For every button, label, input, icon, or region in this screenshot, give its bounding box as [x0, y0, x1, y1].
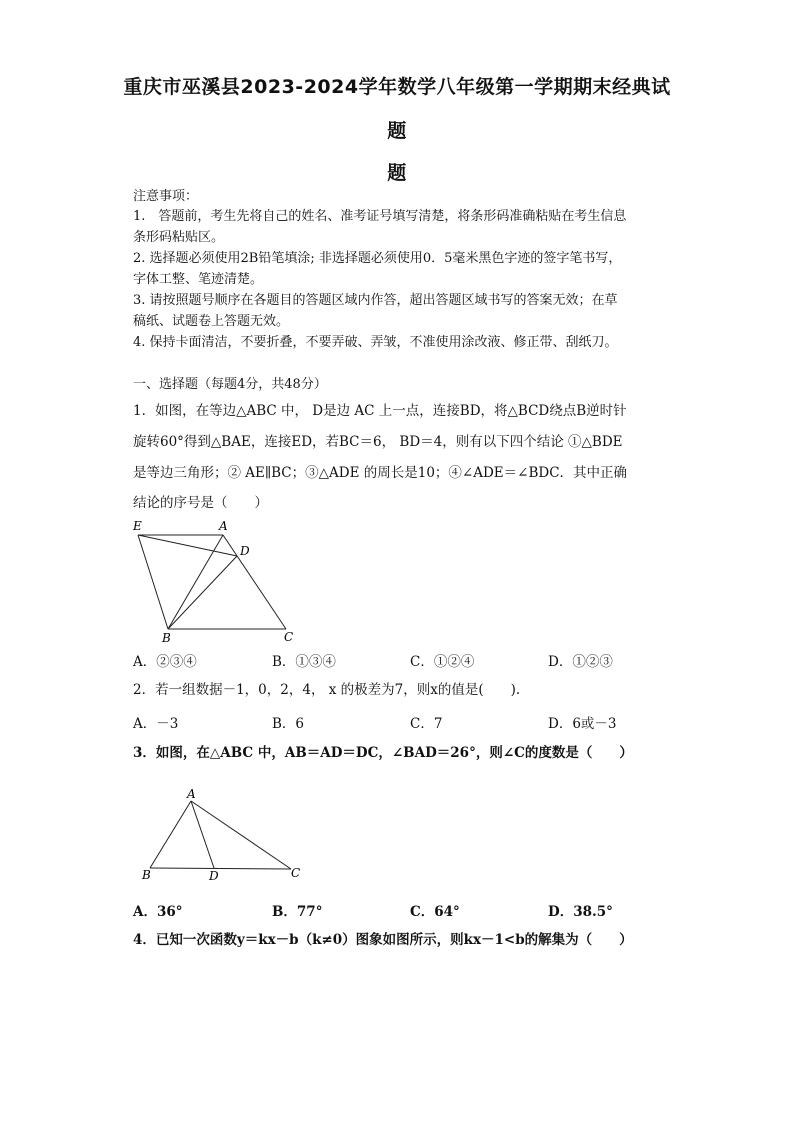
exam-title-line-2: 题 — [387, 120, 407, 142]
q1-option-c[interactable]: C．①②④ — [410, 654, 475, 670]
q1-line-1: 1．如图，在等边△ABC 中， D是边 AC 上一点，连接BD，将△BCD绕点B逆时针 — [133, 403, 627, 419]
q2-option-d[interactable]: D．6或－3 — [548, 716, 617, 732]
q3-option-b[interactable]: B．77° — [272, 904, 323, 920]
q2-option-b[interactable]: B．6 — [272, 716, 305, 732]
notice-line-2: 条形码粘贴区。 — [133, 230, 225, 245]
exam-title-line-3: 题 — [387, 162, 407, 184]
notice-line-4: 字体工整、笔迹清楚。 — [133, 272, 264, 287]
q1-option-a[interactable]: A．②③④ — [133, 654, 197, 670]
q1-line-2: 旋转60°得到△BAE，连接ED，若BC＝6， BD＝4，则有以下四个结论 ①△BDE — [133, 434, 623, 450]
q4-text: 4．已知一次函数y＝kx－b（k≠0）图象如图所示，则kx－1<b的解集为（ ） — [133, 932, 633, 948]
q2-option-a[interactable]: A．－3 — [133, 716, 179, 732]
q1-label-a: A — [219, 519, 228, 533]
section-heading: 一、选择题（每题4分，共48分） — [133, 377, 327, 392]
q3-figure — [136, 785, 316, 885]
q1-line-3: 是等边三角形；② AE∥BC；③△ADE 的周长是10；④∠ADE＝∠BDC．其中正确 — [133, 465, 628, 481]
notice-line-6: 稿纸、试题卷上答题无效。 — [133, 314, 290, 329]
notice-line-1: 1. 答题前，考生先将自己的姓名、准考证号填写清楚，将条形码准确粘贴在考生信息 — [133, 209, 627, 224]
q3-option-a[interactable]: A．36° — [133, 904, 183, 920]
q1-line-4: 结论的序号是（ ） — [133, 495, 268, 511]
q3-option-c[interactable]: C．64° — [410, 904, 460, 920]
notice-line-5: 3. 请按照题号顺序在各题目的答题区域内作答，超出答题区域书写的答案无效；在草 — [133, 293, 618, 308]
q3-text: 3．如图，在△ABC 中，AB＝AD＝DC，∠BAD＝26°，则∠C的度数是（ ） — [133, 745, 633, 761]
q1-label-c: C — [284, 630, 294, 644]
exam-title-line-1: 重庆市巫溪县2023-2024学年数学八年级第一学期期末经典试 — [123, 76, 671, 98]
q1-option-b[interactable]: B．①③④ — [272, 654, 336, 670]
q1-label-b: B — [162, 631, 171, 645]
q1-option-d[interactable]: D．①②③ — [548, 654, 613, 670]
q1-label-e: E — [133, 519, 142, 533]
notice-line-3: 2. 选择题必须使用2B铅笔填涂; 非选择题必须使用0．5毫米黑色字迹的签字笔书写， — [133, 251, 622, 266]
q3-label-a: A — [187, 787, 196, 801]
q3-option-d[interactable]: D．38.5° — [548, 904, 613, 920]
q3-label-b: B — [142, 868, 151, 882]
q2-text: 2．若一组数据－1，0，2，4， x 的极差为7，则x的值是( ). — [133, 682, 521, 698]
notice-heading: 注意事项： — [133, 189, 199, 204]
q2-option-c[interactable]: C．7 — [410, 716, 443, 732]
q1-figure — [128, 515, 308, 650]
q3-label-c: C — [291, 866, 301, 880]
notice-line-7: 4. 保持卡面清洁，不要折叠，不要弄破、弄皱，不准使用涂改液、修正带、刮纸刀。 — [133, 335, 618, 350]
q1-label-d: D — [240, 544, 250, 558]
q3-label-d: D — [209, 869, 219, 883]
